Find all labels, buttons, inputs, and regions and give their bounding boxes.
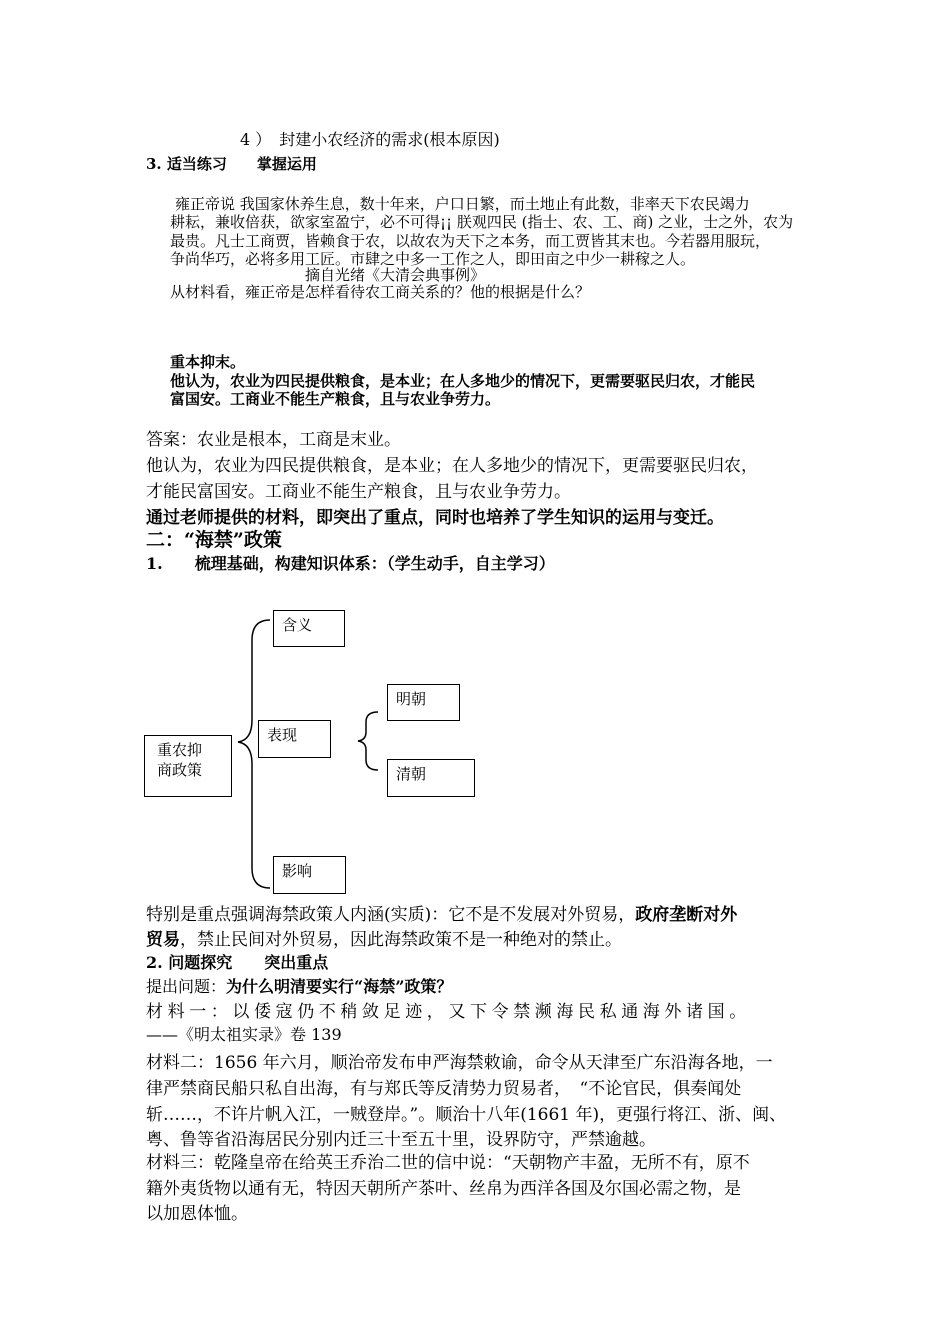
essence-bold-2: 贸易 bbox=[146, 930, 180, 950]
material-3-line-2: 籍外夷货物以通有无，特因天朝所产茶叶、丝帛为西洋各国及尔国必需之物，是 bbox=[146, 1179, 741, 1199]
answer-bold-3: 富国安。工商业不能生产粮食，且与农业争劳力。 bbox=[170, 390, 501, 408]
paragraph-essence bbox=[146, 900, 737, 925]
material-2-line-4: 粤、鲁等省沿海居民分别内迁三十至五十里，设界防守，严禁逾越。 bbox=[146, 1130, 656, 1150]
essence-bold-1: 政府垄断对外 bbox=[635, 905, 738, 925]
quote-line-1: 雍正帝说 我国家休养生息，数十年来，户口日繁，而土地止有此数，非率天下农民竭力 bbox=[175, 195, 750, 213]
subsection-1-heading: 1. 梳理基础，构建知识体系：（学生动手，自主学习） bbox=[146, 554, 555, 573]
question-bold: 为什么明清要实行“海禁”政策？ bbox=[226, 977, 453, 996]
essence-text-2: ，禁止民间对外贸易，因此海禁政策不是一种绝对的禁止。 bbox=[180, 930, 622, 950]
quote-source: 摘自光绪《大清会典事例》 bbox=[305, 266, 486, 284]
material-1: 材料一：以倭寇仍不稍敛足迹，又下令禁濒海民私通海外诸国。 bbox=[146, 1002, 751, 1022]
answer-bold-1: 重本抑末。 bbox=[170, 353, 246, 371]
impact-box: 影响 bbox=[273, 856, 346, 894]
question-line: 从材料看，雍正帝是怎样看待农工商关系的？他的根据是什么？ bbox=[170, 283, 591, 301]
material-2-line-1: 材料二：1656 年六月，顺治帝发布申严海禁敕谕，命令从天津至广东沿海各地，一 bbox=[146, 1053, 773, 1073]
root-policy-box: 重农抑 商政策 bbox=[144, 735, 232, 797]
material-3-line-3: 以加恩体恤。 bbox=[146, 1204, 248, 1224]
quote-line-2: 耕耘，兼收倍获，欲家室盈宁，必不可得¡¡ 朕观四民 (指士、农、工、商) 之业，士之外，农为 bbox=[170, 213, 794, 231]
section-2-heading: 二：“海禁”政策 bbox=[146, 529, 282, 551]
ming-box: 明朝 bbox=[387, 684, 460, 721]
meaning-box: 含义 bbox=[273, 610, 345, 647]
subsection-2-heading: 2. 问题探究 突出重点 bbox=[146, 953, 329, 972]
material-1-source: ——《明太祖实录》卷 139 bbox=[146, 1025, 342, 1044]
qing-box: 清朝 bbox=[387, 759, 475, 797]
paragraph-essence-2 bbox=[146, 925, 622, 950]
material-3-line-1: 材料三：乾隆皇帝在给英王乔治二世的信中说：“天朝物产丰盈，无所不有，原不 bbox=[146, 1153, 750, 1173]
small-brace bbox=[358, 712, 378, 770]
question-prompt bbox=[146, 974, 452, 997]
manifest-box: 表现 bbox=[258, 720, 331, 758]
material-2-line-2: 律严禁商民船只私自出海，有与郑氏等反清势力贸易者， “不论官民，俱奏闻处 bbox=[146, 1079, 742, 1099]
line-item-4: 4 ） 封建小农经济的需求(根本原因) bbox=[240, 130, 500, 149]
summary-line: 通过老师提供的材料，即突出了重点，同时也培养了学生知识的运用与变迁。 bbox=[146, 508, 724, 528]
answer-line-1: 答案：农业是根本，工商是末业。 bbox=[146, 430, 401, 450]
quote-line-3: 最贵。凡士工商贾，皆赖食于农，以故农为天下之本务，而工贾皆其末也。今若器用服玩， bbox=[170, 232, 771, 250]
section-3-heading: 3. 适当练习 掌握运用 bbox=[146, 155, 317, 173]
material-2-line-3: 斩……，不许片帆入江，一贼登岸。”。顺治十八年(1661 年)，更强行将江、浙、闽、 bbox=[146, 1105, 787, 1125]
essence-text-1: 特别是重点强调海禁政策人内涵(实质)：它不是不发展对外贸易， bbox=[146, 905, 636, 925]
answer-line-2: 他认为，农业为四民提供粮食，是本业；在人多地少的情况下，更需要驱民归农， bbox=[146, 456, 758, 476]
answer-bold-2: 他认为，农业为四民提供粮食，是本业；在人多地少的情况下，更需要驱民归农，才能民 bbox=[170, 372, 756, 390]
answer-line-3: 才能民富国安。工商业不能生产粮食，且与农业争劳力。 bbox=[146, 482, 571, 502]
question-label: 提出问题： bbox=[146, 977, 227, 996]
quote-line-4: 争尚华巧，必将多用工匠。市肆之中多一工作之人，即田亩之中少一耕稼之人。 bbox=[170, 250, 696, 268]
